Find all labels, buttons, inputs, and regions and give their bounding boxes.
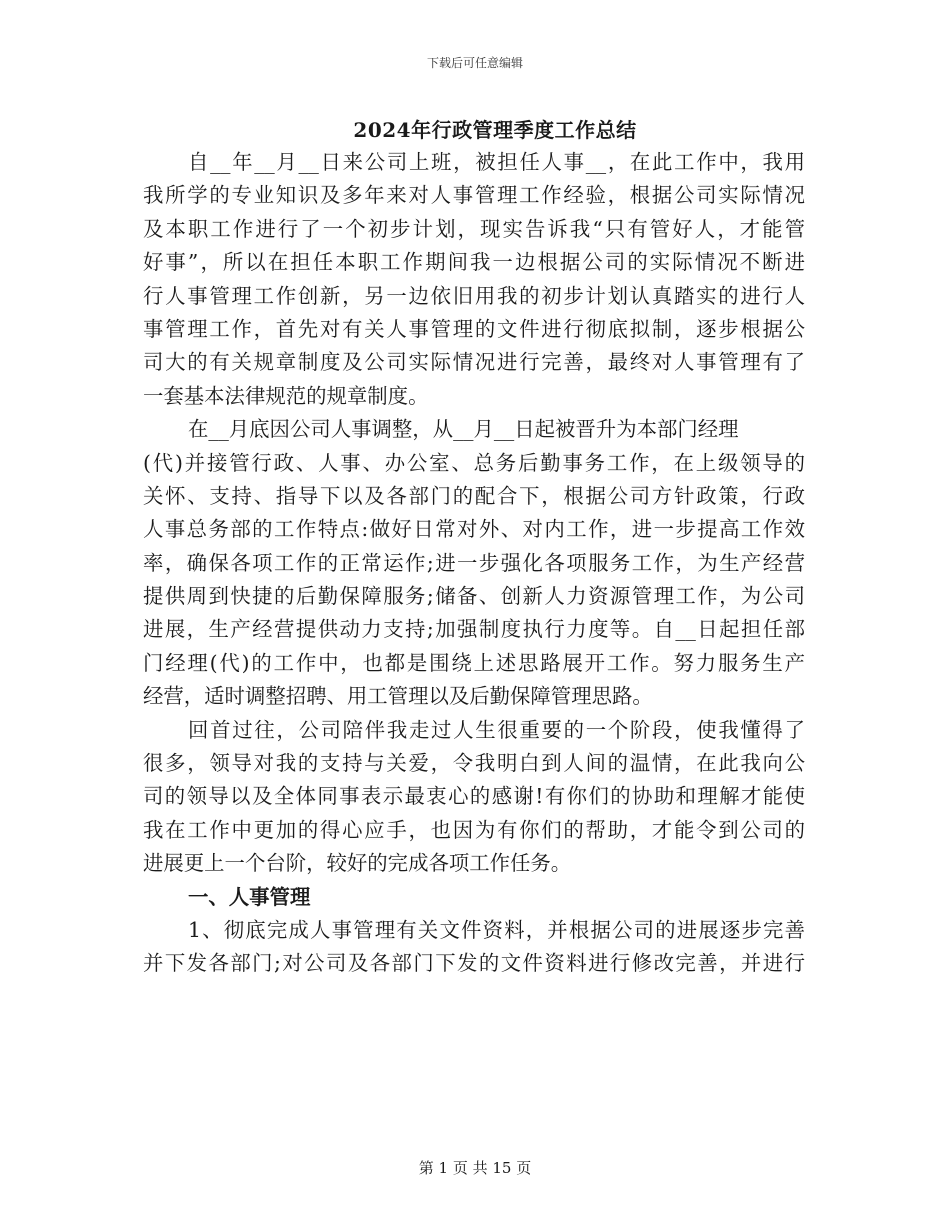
body-line: 行人事管理工作创新，另一边依旧用我的初步计划认真踏实的进行人: [143, 283, 805, 308]
body-line: 进展，生产经营提供动力支持;加强制度执行力度等。自__日起担任部: [143, 617, 805, 642]
body-line: 率，确保各项工作的正常运作;进一步强化各项服务工作，为生产经营: [143, 550, 805, 575]
body-line: 自__年__月__日来公司上班，被担任人事__，在此工作中，我用: [188, 150, 805, 174]
body-line: 并下发各部门;对公司及各部门下发的文件资料进行修改完善，并进行: [143, 951, 805, 976]
page-number: 第 1 页 共 15 页: [418, 1159, 532, 1177]
body-line: 好事”，所以在担任本职工作期间我一边根据公司的实际情况不断进: [143, 250, 805, 275]
body-line: 提供周到快捷的后勤保障服务;储备、创新人力资源管理工作，为公司: [143, 584, 805, 609]
body-line: 及本职工作进行了一个初步计划，现实告诉我“只有管好人，才能管: [143, 216, 805, 241]
body-line: 司的领导以及全体同事表示最衷心的感谢!有你们的协助和理解才能使: [143, 784, 805, 809]
body-line: 司大的有关规章制度及公司实际情况进行完善，最终对人事管理有了: [143, 350, 805, 375]
body-line: (代)并接管行政、人事、办公室、总务后勤事务工作，在上级领导的: [143, 450, 805, 475]
body-line: 门经理(代)的工作中，也都是围绕上述思路展开工作。努力服务生产: [143, 650, 805, 675]
document-body: [143, 146, 805, 981]
body-line: 一套基本法律规范的规章制度。: [143, 383, 429, 408]
body-line: 很多，领导对我的支持与关爱，令我明白到人间的温情，在此我向公: [143, 751, 805, 776]
body-line: 进展更上一个台阶，较好的完成各项工作任务。: [143, 851, 572, 876]
body-line: 关怀、支持、指导下以及各部门的配合下，根据公司方针政策，行政: [143, 483, 805, 508]
document-title: 2024年行政管理季度工作总结: [353, 118, 637, 142]
section-heading: 一、人事管理: [188, 884, 311, 909]
body-line: 回首过往，公司陪伴我走过人生很重要的一个阶段，使我懂得了: [188, 717, 805, 742]
body-line: 人事总务部的工作特点:做好日常对外、对内工作，进一步提高工作效: [143, 517, 805, 542]
page-header: 下载后可任意编辑: [426, 56, 523, 70]
body-line: 我在工作中更加的得心应手，也因为有你们的帮助，才能令到公司的: [143, 817, 805, 842]
body-line: 我所学的专业知识及多年来对人事管理工作经验，根据公司实际情况: [143, 183, 805, 208]
body-line: 1、彻底完成人事管理有关文件资料，并根据公司的进展逐步完善: [188, 917, 805, 942]
body-line: 在__月底因公司人事调整，从__月__日起被晋升为本部门经理: [188, 417, 739, 442]
body-line: 经营，适时调整招聘、用工管理以及后勤保障管理思路。: [143, 684, 653, 709]
body-line: 事管理工作，首先对有关人事管理的文件进行彻底拟制，逐步根据公: [143, 316, 805, 341]
